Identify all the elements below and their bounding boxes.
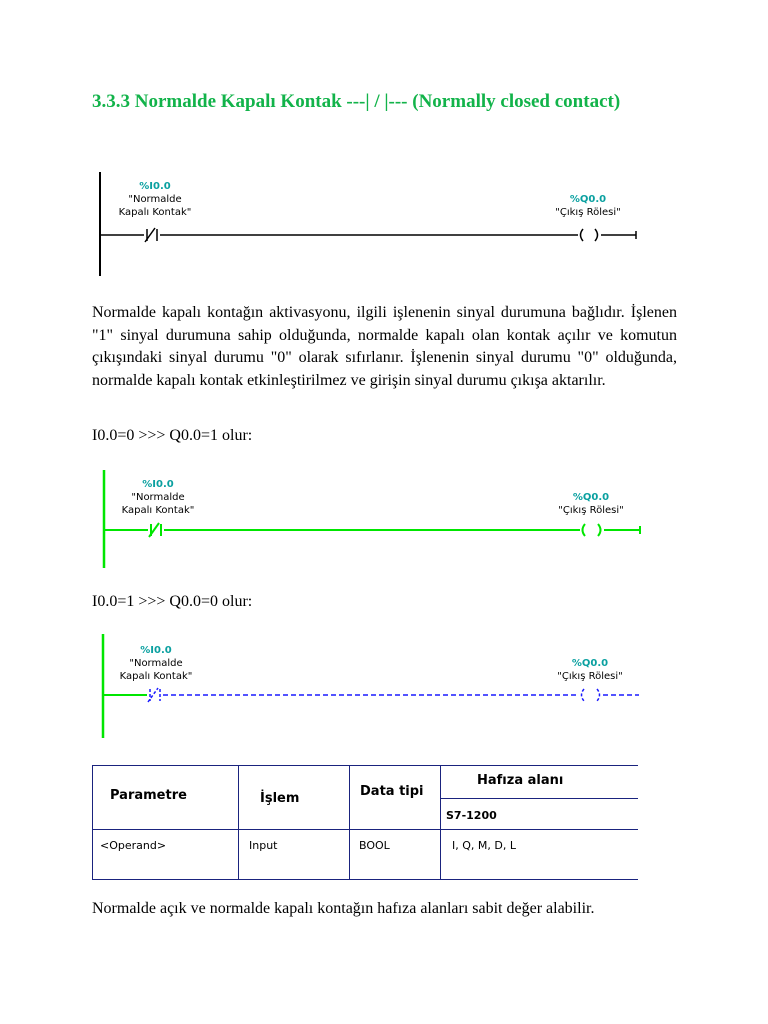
coil-name: "Çıkış Rölesi" [558,505,624,516]
condition-text-2: I0.0=1 >>> Q0.0=0 olur: [92,593,253,610]
coil-address: %Q0.0 [572,492,610,503]
contact-name-line1: "Normalde [131,492,185,503]
nc-contact-symbol [145,228,157,242]
contact-name-line2: Kapalı Kontak" [118,207,192,218]
cell-operand: <Operand> [100,839,167,852]
description-paragraph: Normalde kapalı kontağın aktivasyonu, ilgili işlenenin sinyal durumuna bağlıdır. İşlenen "1" sinyal durumuna sahip olduğunda, normalde kapalı olan kontak açılır ve komutun çıkışındaki sinyal durumu "0" olarak sıfırlanır. İşlenenin sinyal durumu "0" olduğunda, normalde kapalı kontak etkinleştirilmez ve girişin sinyal durumu çıkışa aktarılır. [92,304,677,389]
coil-symbol [583,524,601,536]
cell-data-tipi: BOOL [359,839,390,852]
ladder-diagram-energized [0,465,768,575]
condition-text-1: I0.0=0 >>> Q0.0=1 olur: [92,427,253,444]
header-parametre: Parametre [110,788,187,803]
footer-note: Normalde açık ve normalde kapalı kontağın hafıza alanları sabit değer alabilir. [92,900,595,917]
header-data-tipi: Data tipi [360,784,424,799]
contact-address: %I0.0 [140,645,172,656]
section-heading: 3.3.3 Normalde Kapalı Kontak ---| / |--- (Normally closed contact) [92,91,621,112]
contact-address: %I0.0 [142,479,174,490]
cell-islem: Input [249,839,278,852]
coil-address: %Q0.0 [569,194,607,205]
contact-address: %I0.0 [139,181,171,192]
ladder-diagram-blocked [0,630,768,745]
coil-name: "Çıkış Rölesi" [555,207,621,218]
contact-name-line2: Kapalı Kontak" [121,505,195,516]
ladder-diagram-idle [0,165,768,280]
parameter-table [92,765,638,880]
cell-hafiza: I, Q, M, D, L [452,839,516,852]
nc-contact-symbol-open [148,688,160,702]
header-islem: İşlem [260,791,300,806]
coil-symbol [581,229,598,241]
contact-name-line1: "Normalde [129,658,183,669]
header-hafiza-alani: Hafıza alanı [477,773,564,788]
coil-symbol [582,689,600,701]
contact-name-line2: Kapalı Kontak" [119,671,193,682]
nc-contact-symbol [149,523,161,537]
contact-name-line1: "Normalde [128,194,182,205]
coil-address: %Q0.0 [571,658,609,669]
coil-name: "Çıkış Rölesi" [557,671,623,682]
header-cpu: S7-1200 [446,809,497,822]
